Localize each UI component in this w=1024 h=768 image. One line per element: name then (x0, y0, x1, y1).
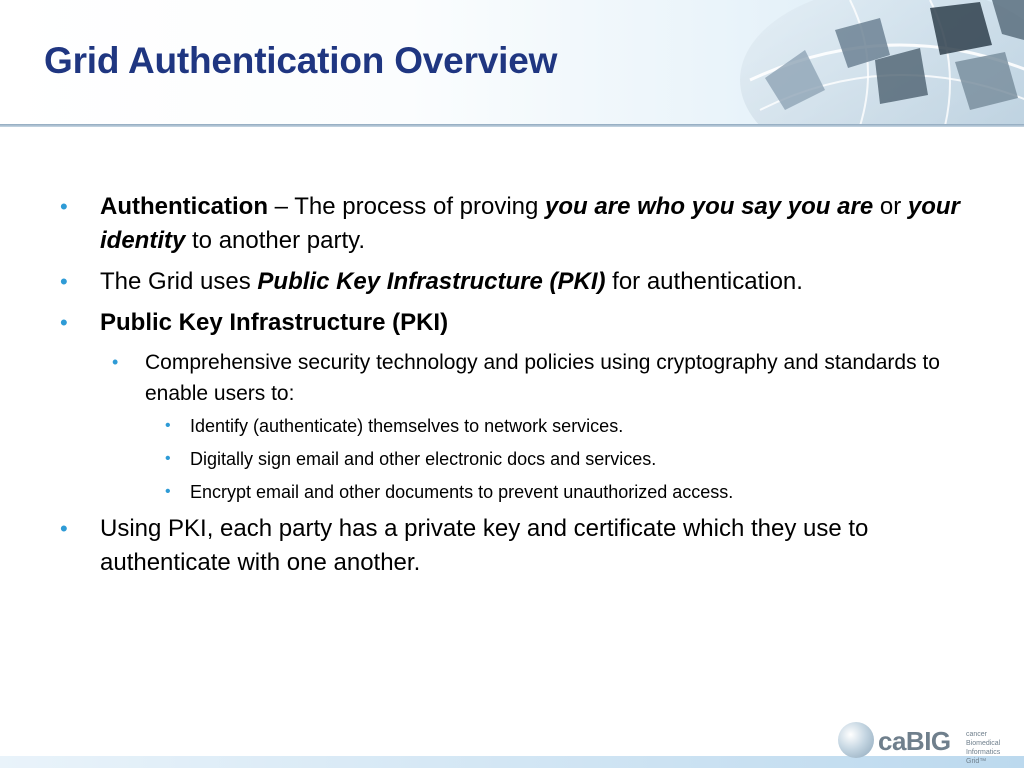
globe-collage-image (730, 0, 1024, 126)
cabig-logo (838, 720, 1018, 765)
grid-uses-text-1: The Grid uses (100, 268, 258, 295)
sub-sub-bullet-sign (60, 446, 960, 472)
bullet-marker: • (60, 194, 68, 219)
sign-text: Digitally sign email and other electronic docs and services. (190, 449, 657, 469)
pki-term: Public Key Infrastructure (PKI) (100, 309, 449, 336)
bullet-marker: • (60, 516, 68, 541)
pki-description-text: Comprehensive security technology and policies using cryptography and standards to enable users to: (145, 351, 940, 405)
authentication-text-3: to another party. (185, 227, 366, 254)
logo-wordmark: caBIG (878, 726, 951, 756)
header-divider (0, 124, 1024, 127)
encrypt-text: Encrypt email and other documents to prevent unauthorized access. (190, 482, 734, 502)
bullet-marker: • (165, 450, 171, 467)
bullet-authentication (60, 190, 960, 258)
grid-uses-emphasis: Public Key Infrastructure (PKI) (257, 268, 606, 295)
globe-icon (838, 722, 874, 758)
sub-bullet-pki-description (60, 347, 960, 409)
bullet-marker: • (165, 483, 171, 500)
slide-title: Grid Authentication Overview (44, 40, 558, 81)
bullet-marker: • (112, 352, 119, 372)
bullet-marker: • (60, 269, 68, 294)
logo-tagline: cancer Biomedical Informatics Grid™ (966, 731, 1001, 765)
authentication-emphasis-2: your identity (100, 193, 960, 254)
sub-sub-bullet-identify (60, 413, 960, 439)
authentication-text-1: – The process of proving (268, 193, 546, 220)
bullet-pki-heading (60, 306, 960, 340)
using-pki-text: Using PKI, each party has a private key and certificate which they use to authenticate with one another. (100, 515, 869, 576)
bullet-using-pki (60, 512, 960, 580)
identify-text: Identify (authenticate) themselves to network services. (190, 416, 624, 436)
slide-body (60, 190, 960, 587)
authentication-text-2: or (873, 193, 908, 220)
bullet-marker: • (60, 310, 68, 335)
bullet-grid-uses-pki (60, 265, 960, 299)
grid-uses-text-2: for authentication. (605, 268, 803, 295)
bullet-marker: • (165, 417, 171, 434)
authentication-term: Authentication (100, 193, 268, 220)
slide-header (0, 0, 1024, 124)
sub-sub-bullet-encrypt (60, 479, 960, 505)
authentication-emphasis-1: you are who you say you are (545, 193, 874, 220)
